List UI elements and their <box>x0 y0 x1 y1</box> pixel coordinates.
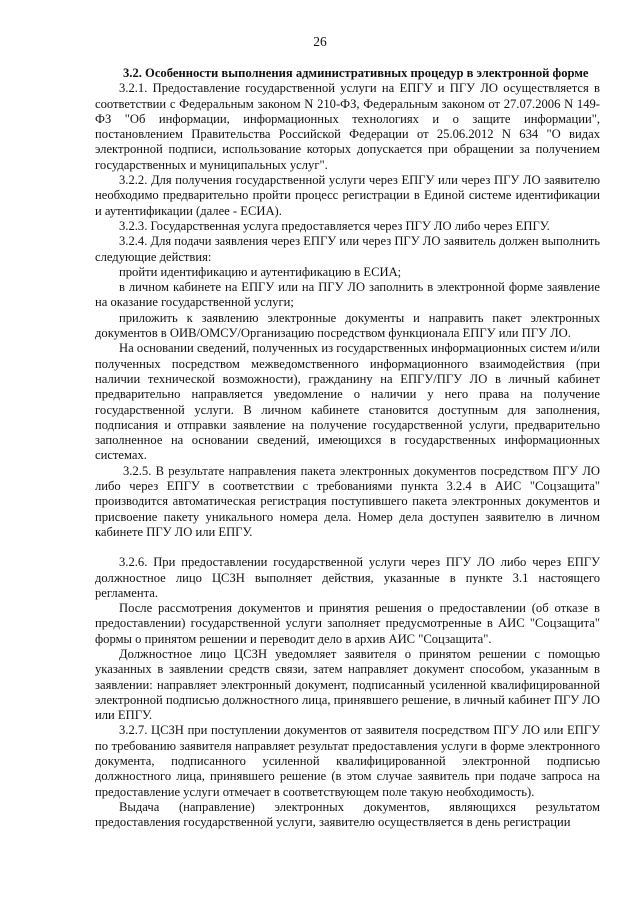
list-item-attach-documents: приложить к заявлению электронные документы и направить пакет электронных документов в ОИВ/ОМСУ/Организацию посредством функционала ЕПГУ или ПГУ ЛО. <box>95 310 600 341</box>
paragraph-after-review: После рассмотрения документов и принятия решения о предоставлении (об отказе в предоставлении) государственной услуги заполняет предусмотренные в АИС "Соцзащита" формы о принятом решении и переводит дело в архив АИС "Соцзащита". <box>95 601 600 646</box>
paragraph-official-notifies: Должностное лицо ЦСЗН уведомляет заявителя о принятом решении с помощью указанных в заявлении средств связи, затем направляет документ способом, указанным в заявлении: направляет электронный документ, подписанный усиленной квалифицированной электронной подписью должностного лица, принявшего решение, в личный кабинет ПГУ ЛО или ЕПГУ. <box>95 646 600 723</box>
paragraph-3-2-2: 3.2.2. Для получения государственной услуги через ЕПГУ или через ПГУ ЛО заявителю необходимо предварительно пройти процесс регистрации в Единой системе идентификации и аутентификации (далее - ЕСИА). <box>95 173 600 218</box>
paragraph-3-2-1: 3.2.1. Предоставление государственной услуги на ЕПГУ и ПГУ ЛО осуществляется в соответствии с Федеральным законом N 210-ФЗ, Федеральным законом от 27.07.2006 N 149-ФЗ "Об информации, информационных технологиях и о защите информации", постановлением Правительства Российской Федерации от 25.06.2012 N 634 "О видах электронной подписи, использование которых допускается при обращении за получением государственных и муниципальных услуг". <box>95 81 600 172</box>
paragraph-3-2-6: 3.2.6. При предоставлении государственной услуги через ПГУ ЛО либо через ЕПГУ должностное лицо ЦСЗН выполняет действия, указанные в пункте 3.1 настоящего регламента. <box>95 555 600 600</box>
list-item-esia: пройти идентификацию и аутентификацию в ЕСИА; <box>119 264 402 279</box>
paragraph-issuance: Выдача (направление) электронных документов, являющихся результатом предоставления государственной услуги, заявителю осуществляется в день регистрации <box>95 799 600 830</box>
paragraph-3-2-5: 3.2.5. В результате направления пакета электронных документов посредством ПГУ ЛО либо через ЕПГУ в соответствии с требованиями пункта 3.2.4 в АИС "Соцзащита" производится автоматическая регистрация поступившего пакета электронных документов и присвоение пакету уникального номера дела. Номер дела доступен заявителю в личном кабинете ПГУ ЛО или ЕПГУ. <box>95 463 600 539</box>
paragraph-3-2-7: 3.2.7. ЦСЗН при поступлении документов от заявителя посредством ПГУ ЛО или ЕПГУ по требованию заявителя направляет результат предоставления услуги в форме электронного документа, подписанного усиленной квалифицированной электронной подписью должностного лица, принявшего решение (в этом случае заявитель при подаче запроса на предоставление услуги отмечает в соответствующем поле такую необходимость). <box>95 723 600 799</box>
paragraph-3-2-3: 3.2.3. Государственная услуга предоставляется через ПГУ ЛО либо через ЕПГУ. <box>119 218 550 233</box>
paragraph-3-2-4: 3.2.4. Для подачи заявления через ЕПГУ или через ПГУ ЛО заявитель должен выполнить следующие действия: <box>95 234 601 264</box>
list-item-fill-form: в личном кабинете на ЕПГУ или на ПГУ ЛО заполнить в электронной форме заявление на оказание государственной услуги; <box>95 280 600 310</box>
paragraph-notification: На основании сведений, полученных из государственных информационных систем и/или полученных посредством межведомственного информационного взаимодействия (при наличии технической возможности), гражданину на ЕПГУ/ПГУ ЛО в личный кабинет предварительно направляется уведомление о наличии у него права на получение государственной услуги. В личном кабинете становится доступным для заполнения, подписания и отправки заявление на получение государственной услуги, предварительно заполненное на основании сведений, имеющихся в государственных информационных системах. <box>95 341 600 463</box>
section-heading: 3.2. Особенности выполнения административных процедур в электронной форме <box>123 66 589 80</box>
page-content <box>95 66 600 831</box>
page-number: 26 <box>313 34 327 49</box>
